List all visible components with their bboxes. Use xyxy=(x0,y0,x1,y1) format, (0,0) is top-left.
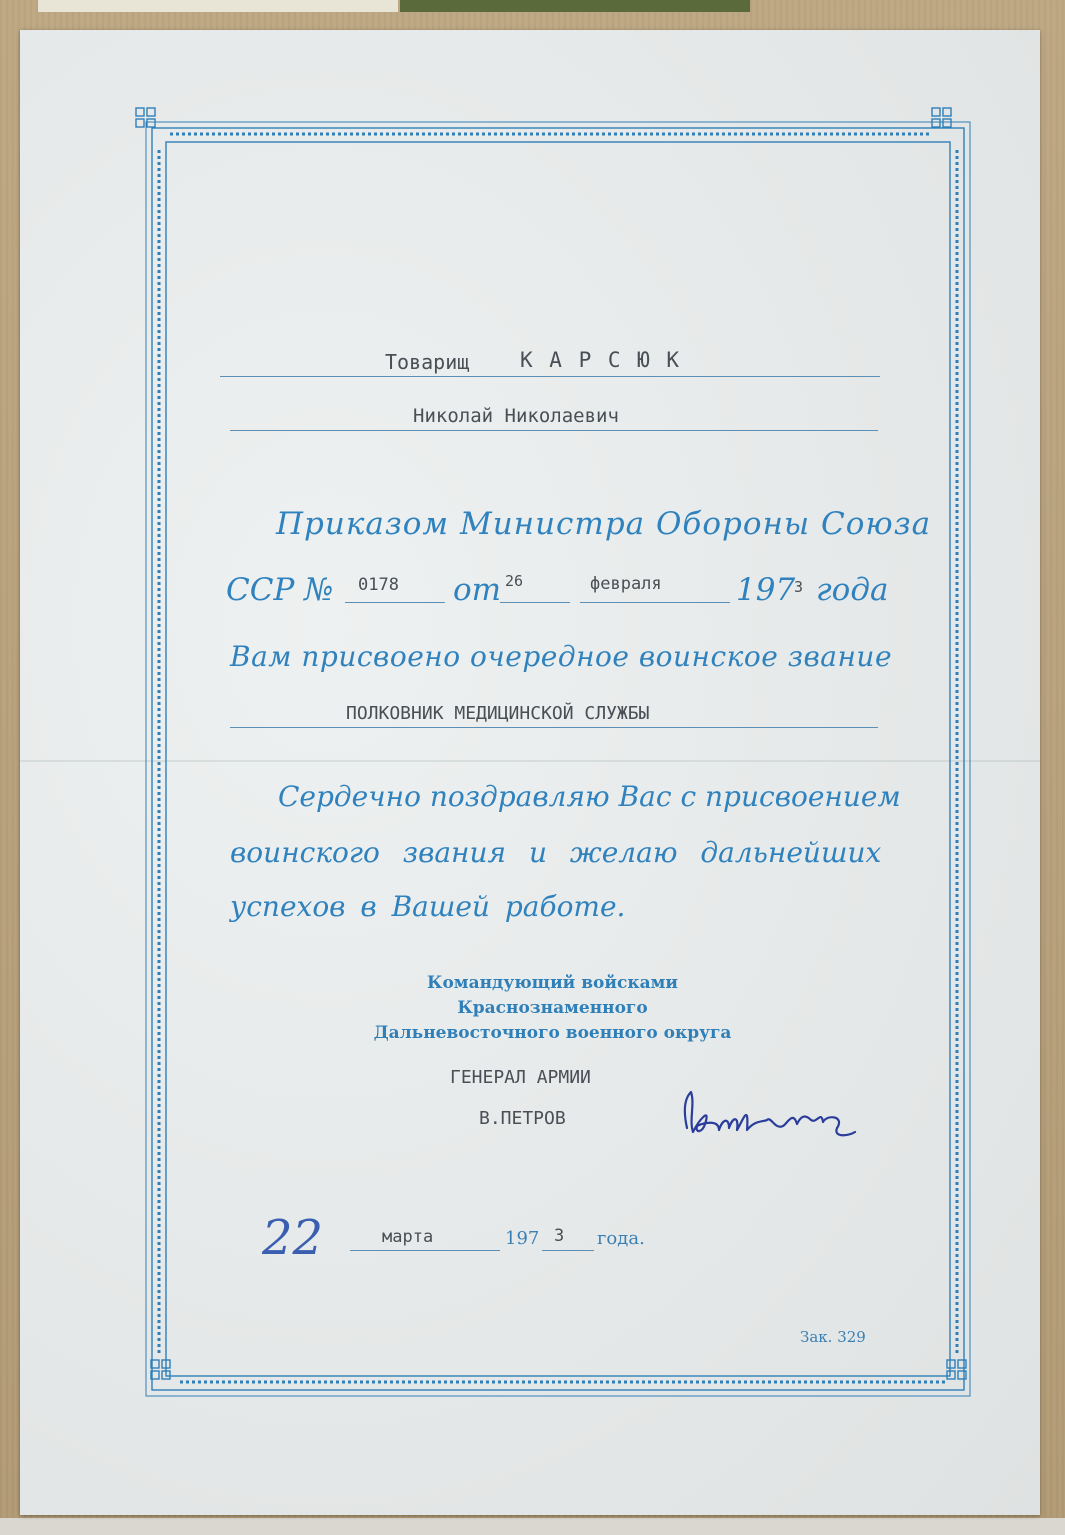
commander-line-2: Краснознаменного xyxy=(457,998,648,1018)
order-year-word: года xyxy=(816,572,889,608)
order-ot-label: от xyxy=(453,572,502,608)
recipient-surname: К А Р С Ю К xyxy=(520,348,682,372)
issue-month: марта xyxy=(382,1227,434,1247)
recipient-name: Николай Николаевич xyxy=(413,405,619,427)
order-month-underline xyxy=(580,602,730,603)
order-year-suffix: 3 xyxy=(794,578,804,596)
issue-day: 22 xyxy=(262,1210,324,1266)
surname-underline xyxy=(220,376,880,377)
congrats-line-3: успехов в Вашей работе. xyxy=(230,890,626,923)
order-month: февраля xyxy=(590,574,662,594)
ornamental-border xyxy=(20,30,1040,1515)
issue-year-prefix: 197 xyxy=(505,1228,540,1249)
assigned-rank: ПОЛКОВНИК МЕДИЦИНСКОЙ СЛУЖБЫ xyxy=(346,703,650,724)
commander-line-1: Командующий войсками xyxy=(427,973,678,993)
general-rank: ГЕНЕРАЛ АРМИИ xyxy=(450,1067,591,1088)
congrats-line-1: Сердечно поздравляю Вас с присвоением xyxy=(278,780,901,813)
issue-year-suffix: 3 xyxy=(554,1226,565,1246)
issue-year-underline xyxy=(542,1250,594,1251)
order-line-1: Приказом Министра Обороны Союза xyxy=(276,506,932,542)
order-year-prefix: 197 xyxy=(736,572,796,608)
rank-intro: Вам присвоено очередное воинское звание xyxy=(230,640,893,673)
order-number: 0178 xyxy=(358,575,399,595)
certificate-sheet xyxy=(20,30,1040,1515)
issue-year-word: года. xyxy=(597,1228,645,1249)
issue-month-underline xyxy=(350,1250,500,1251)
background-strip-right xyxy=(400,0,750,12)
order-ssr-label: ССР № xyxy=(226,572,334,608)
order-day-underline xyxy=(500,602,570,603)
name-underline xyxy=(230,430,878,431)
background-strip-left xyxy=(38,0,398,12)
order-day: 26 xyxy=(505,572,524,590)
rank-underline xyxy=(230,727,878,728)
general-name: В.ПЕТРОВ xyxy=(479,1108,566,1129)
comrade-label: Товарищ xyxy=(385,350,470,374)
order-number-underline xyxy=(345,602,445,603)
congrats-line-2: воинского звания и желаю дальнейших xyxy=(230,836,882,869)
print-order-code: Зак. 329 xyxy=(800,1328,866,1346)
signature-image xyxy=(675,1080,875,1150)
background-strip-bottom xyxy=(0,1518,1065,1535)
commander-line-3: Дальневосточного военного округа xyxy=(373,1023,732,1043)
